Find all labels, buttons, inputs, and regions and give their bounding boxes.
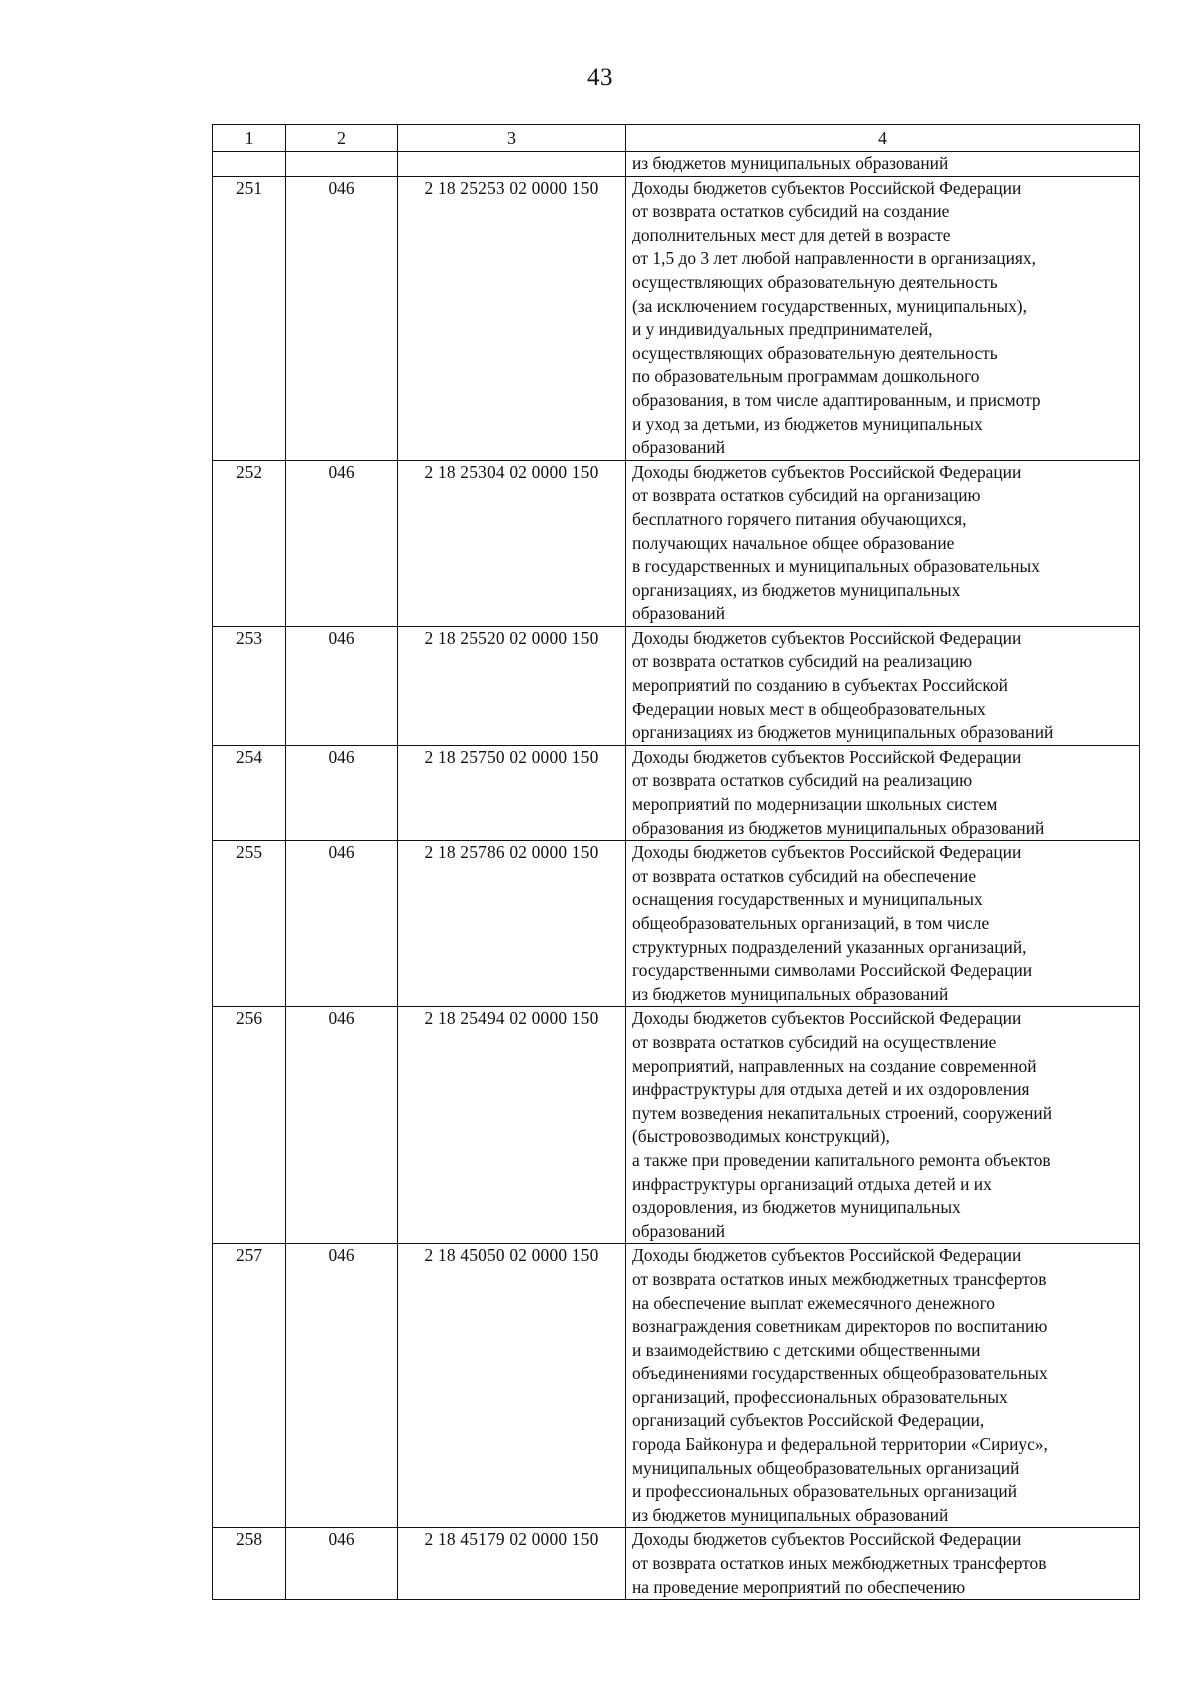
budget-code-cell: 2 18 25786 02 0000 150 [398, 841, 626, 1007]
desc-line: муниципальных общеобразовательных организаций [632, 1457, 1020, 1478]
continuation-num-cell [213, 152, 286, 177]
desc-line: инфраструктуры организаций отдыха детей и их [632, 1173, 992, 1194]
table-row [213, 460, 1140, 626]
desc-line: дополнительных мест для детей в возрасте [632, 224, 951, 245]
description-cell [626, 626, 1140, 745]
header-col-2: 2 [286, 125, 398, 152]
desc-line: образований [632, 437, 726, 458]
desc-line: города Байконура и федеральной территории «Сириус», [632, 1434, 1048, 1455]
desc-line: в государственных и муниципальных образовательных [632, 556, 1040, 577]
row-number-cell: 258 [213, 1528, 286, 1600]
desc-line: Доходы бюджетов субъектов Российской Федерации [632, 177, 1022, 198]
row-number-cell: 252 [213, 460, 286, 626]
desc-line: Доходы бюджетов субъектов Российской Федерации [632, 1529, 1022, 1550]
desc-line: Доходы бюджетов субъектов Российской Федерации [632, 461, 1022, 482]
desc-line: от возврата остатков субсидий на реализацию [632, 770, 973, 791]
table-body [213, 152, 1140, 1600]
description-cell [626, 1528, 1140, 1600]
admin-code-cell: 046 [286, 745, 398, 840]
budget-code-cell: 2 18 45179 02 0000 150 [398, 1528, 626, 1600]
header-col-1: 1 [213, 125, 286, 152]
desc-line: Доходы бюджетов субъектов Российской Федерации [632, 842, 1022, 863]
desc-line: Доходы бюджетов субъектов Российской Федерации [632, 1245, 1022, 1266]
table-row [213, 745, 1140, 840]
desc-line: от возврата остатков субсидий на осуществление [632, 1031, 997, 1052]
desc-line: мероприятий по модернизации школьных систем [632, 794, 998, 815]
desc-line: государственными символами Российской Федерации [632, 960, 1033, 981]
desc-line: оздоровления, из бюджетов муниципальных [632, 1197, 961, 1218]
desc-line: образования, в том числе адаптированным, и присмотр [632, 389, 1041, 410]
desc-line: Доходы бюджетов субъектов Российской Федерации [632, 627, 1022, 648]
budget-code-cell: 2 18 25750 02 0000 150 [398, 745, 626, 840]
description-cell [626, 1007, 1140, 1244]
continuation-code-cell [398, 152, 626, 177]
admin-code-cell: 046 [286, 841, 398, 1007]
desc-line: по образовательным программам дошкольного [632, 366, 980, 387]
budget-code-cell: 2 18 25253 02 0000 150 [398, 176, 626, 460]
header-col-4: 4 [626, 125, 1140, 152]
desc-line: и профессиональных образовательных организаций [632, 1481, 1018, 1502]
table-row [213, 176, 1140, 460]
table-row [213, 1007, 1140, 1244]
table-row [213, 841, 1140, 1007]
header-col-3: 3 [398, 125, 626, 152]
desc-line: осуществляющих образовательную деятельность [632, 271, 998, 292]
desc-line: путем возведения некапитальных строений, сооружений [632, 1102, 1053, 1123]
row-number-cell: 254 [213, 745, 286, 840]
desc-line: и взаимодействию с детскими общественными [632, 1339, 981, 1360]
desc-line: вознаграждения советникам директоров по воспитанию [632, 1316, 1048, 1337]
description-cell [626, 745, 1140, 840]
desc-line: объединениями государственных общеобразовательных [632, 1363, 1048, 1384]
row-number-cell: 251 [213, 176, 286, 460]
budget-code-cell: 2 18 45050 02 0000 150 [398, 1244, 626, 1528]
row-number-cell: 256 [213, 1007, 286, 1244]
desc-line: а также при проведении капитального ремонта объектов [632, 1149, 1051, 1170]
budget-code-cell: 2 18 25520 02 0000 150 [398, 626, 626, 745]
desc-line: от возврата остатков субсидий на организацию [632, 485, 981, 506]
desc-line: бесплатного горячего питания обучающихся, [632, 508, 967, 529]
continuation-row [213, 152, 1140, 177]
budget-codes-table [212, 124, 1140, 1600]
desc-line: Федерации новых мест в общеобразовательных [632, 698, 986, 719]
desc-line: мероприятий, направленных на создание современной [632, 1055, 1037, 1076]
desc-line: из бюджетов муниципальных образований [632, 1504, 949, 1525]
desc-line: на обеспечение выплат ежемесячного денежного [632, 1292, 995, 1313]
desc-line: инфраструктуры для отдыха детей и их оздоровления [632, 1079, 1030, 1100]
admin-code-cell: 046 [286, 176, 398, 460]
description-cell [626, 460, 1140, 626]
desc-line: организаций, профессиональных образовательных [632, 1386, 1008, 1407]
description-cell [626, 1244, 1140, 1528]
desc-line: (быстровозводимых конструкций), [632, 1126, 890, 1147]
admin-code-cell: 046 [286, 626, 398, 745]
desc-line: и у индивидуальных предпринимателей, [632, 319, 933, 340]
desc-line: на проведение мероприятий по обеспечению [632, 1576, 966, 1597]
admin-code-cell: 046 [286, 1244, 398, 1528]
desc-line: от 1,5 до 3 лет любой направленности в организациях, [632, 248, 1036, 269]
desc-line: из бюджетов муниципальных образований [632, 983, 949, 1004]
page-number: 43 [587, 64, 613, 91]
desc-line: Доходы бюджетов субъектов Российской Федерации [632, 746, 1022, 767]
desc-line: Доходы бюджетов субъектов Российской Федерации [632, 1008, 1022, 1029]
row-number-cell: 257 [213, 1244, 286, 1528]
admin-code-cell: 046 [286, 1528, 398, 1600]
admin-code-cell: 046 [286, 460, 398, 626]
admin-code-cell: 046 [286, 1007, 398, 1244]
table-row [213, 1528, 1140, 1600]
desc-line: от возврата остатков иных межбюджетных трансфертов [632, 1553, 1047, 1574]
desc-line: образований [632, 1220, 726, 1241]
desc-line: организациях, из бюджетов муниципальных [632, 579, 961, 600]
desc-line: образования из бюджетов муниципальных образований [632, 817, 1045, 838]
desc-line: общеобразовательных организаций, в том числе [632, 913, 990, 933]
desc-line: от возврата остатков субсидий на реализацию [632, 651, 973, 672]
desc-line: структурных подразделений указанных организаций, [632, 936, 1027, 957]
row-number-cell: 253 [213, 626, 286, 745]
table-row [213, 1244, 1140, 1528]
desc-line: (за исключением государственных, муниципальных), [632, 295, 1027, 316]
desc-line: мероприятий по созданию в субъектах Российской [632, 675, 1008, 696]
desc-line: оснащения государственных и муниципальных [632, 889, 983, 910]
budget-code-cell: 2 18 25304 02 0000 150 [398, 460, 626, 626]
desc-line: от возврата остатков субсидий на создание [632, 201, 950, 222]
desc-line: и уход за детьми, из бюджетов муниципальных [632, 413, 983, 434]
desc-line: из бюджетов муниципальных образований [632, 153, 949, 173]
desc-line: организаций субъектов Российской Федерации, [632, 1410, 985, 1431]
continuation-admin-cell [286, 152, 398, 177]
budget-code-cell: 2 18 25494 02 0000 150 [398, 1007, 626, 1244]
description-cell [626, 176, 1140, 460]
desc-line: получающих начальное общее образование [632, 532, 955, 553]
desc-line: от возврата остатков иных межбюджетных трансфертов [632, 1268, 1047, 1289]
desc-line: организациях из бюджетов муниципальных образований [632, 722, 1054, 743]
desc-line: образований [632, 603, 726, 624]
table-header-row [213, 125, 1140, 152]
table-row [213, 626, 1140, 745]
desc-line: осуществляющих образовательную деятельность [632, 342, 998, 363]
desc-line: от возврата остатков субсидий на обеспечение [632, 865, 977, 886]
row-number-cell: 255 [213, 841, 286, 1007]
description-cell [626, 841, 1140, 1007]
continuation-desc-cell [626, 152, 1140, 177]
